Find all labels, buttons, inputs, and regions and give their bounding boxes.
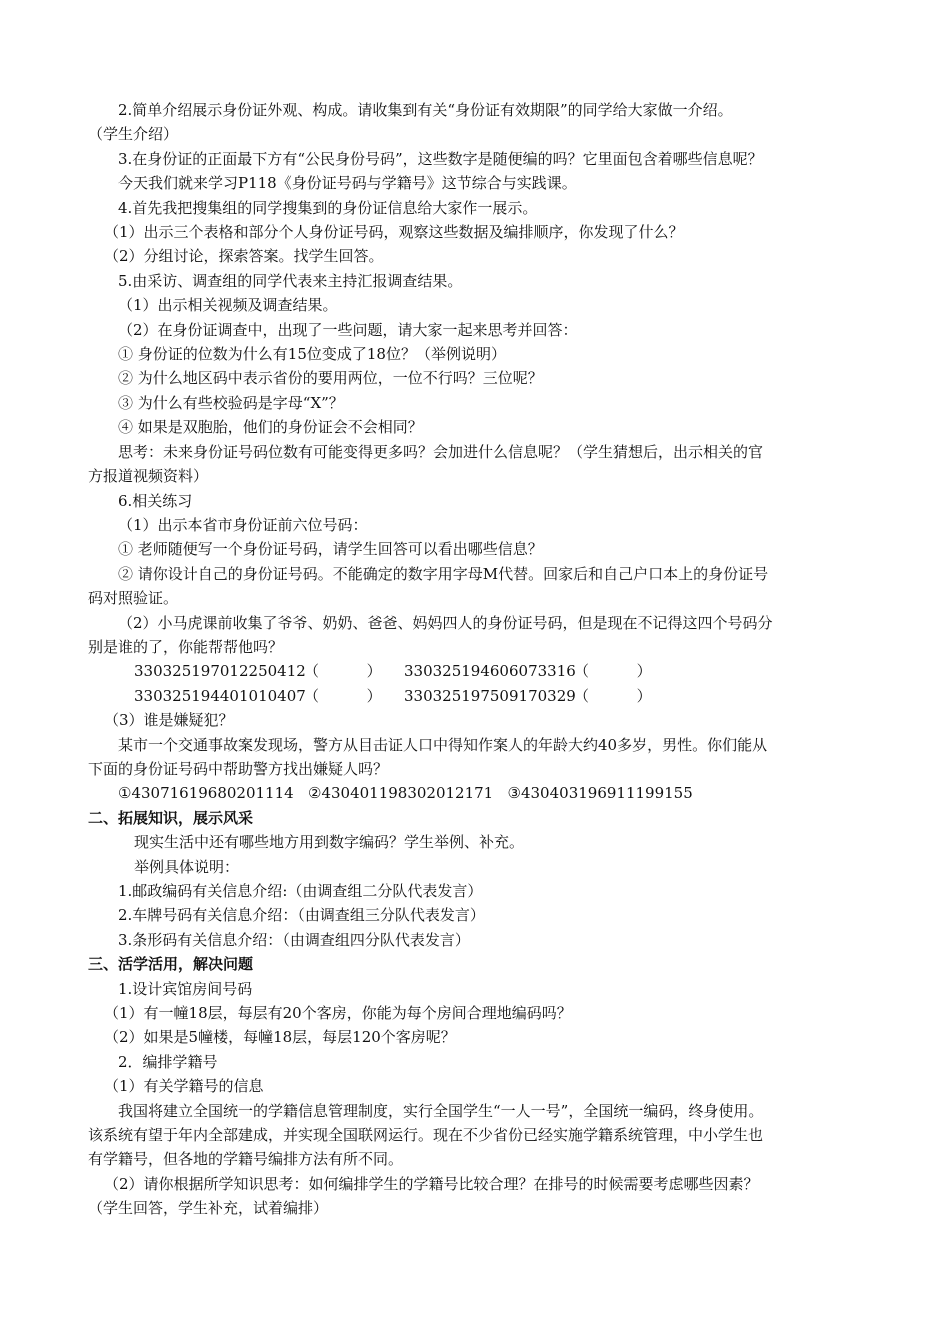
text-line: 现实生活中还有哪些地方用到数字编码？学生举例、补充。 bbox=[134, 833, 525, 852]
text-line: 4.首先我把搜集组的同学搜集到的身份证信息给大家作一展示。 bbox=[118, 198, 538, 217]
text-line: 6.相关练习 bbox=[118, 491, 193, 510]
text-line: ② 请你设计自己的身份证号码。不能确定的数字用字母M代替。回家后和自己户口本上的身份证号 bbox=[118, 564, 769, 583]
section-heading: 三、活学活用，解决问题 bbox=[88, 955, 254, 974]
text-line: （1）出示三个表格和部分个人身份证号码，观察这些数据及编排顺序，你发现了什么？ bbox=[104, 223, 684, 242]
text-line: （1）出示相关视频及调查结果。 bbox=[118, 296, 338, 315]
text-line: （2）请你根据所学知识思考：如何编排学生的学籍号比较合理？在排号的时候需要考虑哪些因素？ bbox=[104, 1174, 759, 1193]
answer-blank: （ ） bbox=[574, 662, 652, 681]
id-number-row bbox=[88, 659, 866, 683]
text-line: 该系统有望于年内全部建成，并实现全国联网运行。现在不少省份已经实施学籍系统管理，中小学生也 bbox=[88, 1126, 764, 1145]
answer-blank: （ ） bbox=[574, 686, 652, 705]
text-line: 3.条形码有关信息介绍：（由调查组四分队代表发言） bbox=[118, 930, 470, 949]
text-line: （1）出示本省市身份证前六位号码： bbox=[118, 515, 368, 534]
text-line: ③ 为什么有些校验码是字母“X”？ bbox=[118, 393, 344, 412]
text-line: 5.由采访、调查组的同学代表来主持汇报调查结果。 bbox=[118, 271, 463, 290]
text-line: ④ 如果是双胞胎，他们的身份证会不会相同？ bbox=[118, 418, 423, 437]
text-line: ② 为什么地区码中表示省份的要用两位，一位不行吗？三位呢？ bbox=[118, 369, 543, 388]
text-line: 思考：未来身份证号码位数有可能变得更多吗？会加进什么信息呢？（学生猜想后，出示相关的官 bbox=[118, 442, 764, 461]
text-line: 今天我们就来学习P118《身份证号码与学籍号》这节综合与实践课。 bbox=[118, 174, 577, 193]
text-line: （1）有一幢18层，每层有20个客房，你能为每个房间合理地编码吗？ bbox=[104, 1004, 572, 1023]
text-line: 1.设计宾馆房间号码 bbox=[118, 979, 253, 998]
text-line: （2）小马虎课前收集了爷爷、奶奶、爸爸、妈妈四人的身份证号码，但是现在不记得这四个号码分 bbox=[118, 613, 773, 632]
id-number-row bbox=[88, 684, 866, 708]
text-line: 2.简单介绍展示身份证外观、构成。请收集到有关“身份证有效期限”的同学给大家做一介绍。 bbox=[118, 101, 733, 119]
text-line: 3.在身份证的正面最下方有“公民身份号码”，这些数字是随便编的吗？它里面包含着哪些信息呢？ bbox=[118, 149, 763, 168]
text-line: 2．编排学籍号 bbox=[118, 1052, 218, 1071]
id-number: 330325194401010407 bbox=[134, 686, 306, 705]
document-page bbox=[88, 98, 866, 1221]
text-line: （2）如果是5幢楼，每幢18层，每层120个客房呢？ bbox=[104, 1028, 456, 1047]
text-line: 我国将建立全国统一的学籍信息管理制度，实行全国学生“一人一号”，全国统一编码，终身使用。 bbox=[118, 1101, 764, 1120]
text-line: （2）在身份证调查中，出现了一些问题，请大家一起来思考并回答： bbox=[118, 320, 578, 339]
id-number: 330325194606073316 bbox=[404, 662, 576, 681]
text-line: 别是谁的了，你能帮帮他吗？ bbox=[88, 637, 284, 656]
id-number: 330325197509170329 bbox=[404, 686, 576, 705]
text-line: （3）谁是嫌疑犯？ bbox=[104, 711, 234, 730]
text-line: 某市一个交通事故案发现场，警方从目击证人口中得知作案人的年龄大约40多岁，男性。你们能从 bbox=[118, 735, 768, 754]
text-line: ①43071619680201114 ②430401198302012171 ③430403196911199155 bbox=[118, 784, 693, 803]
text-line: （学生介绍） bbox=[88, 125, 179, 144]
text-line: （学生回答，学生补充，试着编排） bbox=[88, 1199, 329, 1218]
text-line: （2）分组讨论，探索答案。找学生回答。 bbox=[104, 247, 384, 266]
answer-blank: （ ） bbox=[304, 662, 382, 681]
text-line: 下面的身份证号码中帮助警方找出嫌疑人吗？ bbox=[88, 759, 389, 778]
text-line: 举例具体说明： bbox=[134, 857, 240, 876]
text-line: ① 老师随便写一个身份证号码，请学生回答可以看出哪些信息？ bbox=[118, 540, 543, 559]
text-line: 方报道视频资料） bbox=[88, 467, 209, 486]
text-line: ① 身份证的位数为什么有15位变成了18位？（举例说明） bbox=[118, 345, 506, 364]
text-line: 码对照验证。 bbox=[88, 589, 179, 608]
id-number: 330325197012250412 bbox=[134, 662, 306, 681]
text-line: 1.邮政编码有关信息介绍:（由调查组二分队代表发言） bbox=[118, 882, 483, 900]
text-line: 有学籍号，但各地的学籍号编排方法有所不同。 bbox=[88, 1150, 404, 1169]
section-heading: 二、拓展知识，展示风采 bbox=[88, 808, 254, 827]
answer-blank: （ ） bbox=[304, 686, 382, 705]
text-line: 2.车牌号码有关信息介绍：（由调查组三分队代表发言） bbox=[118, 906, 485, 925]
text-line: （1）有关学籍号的信息 bbox=[104, 1077, 264, 1096]
